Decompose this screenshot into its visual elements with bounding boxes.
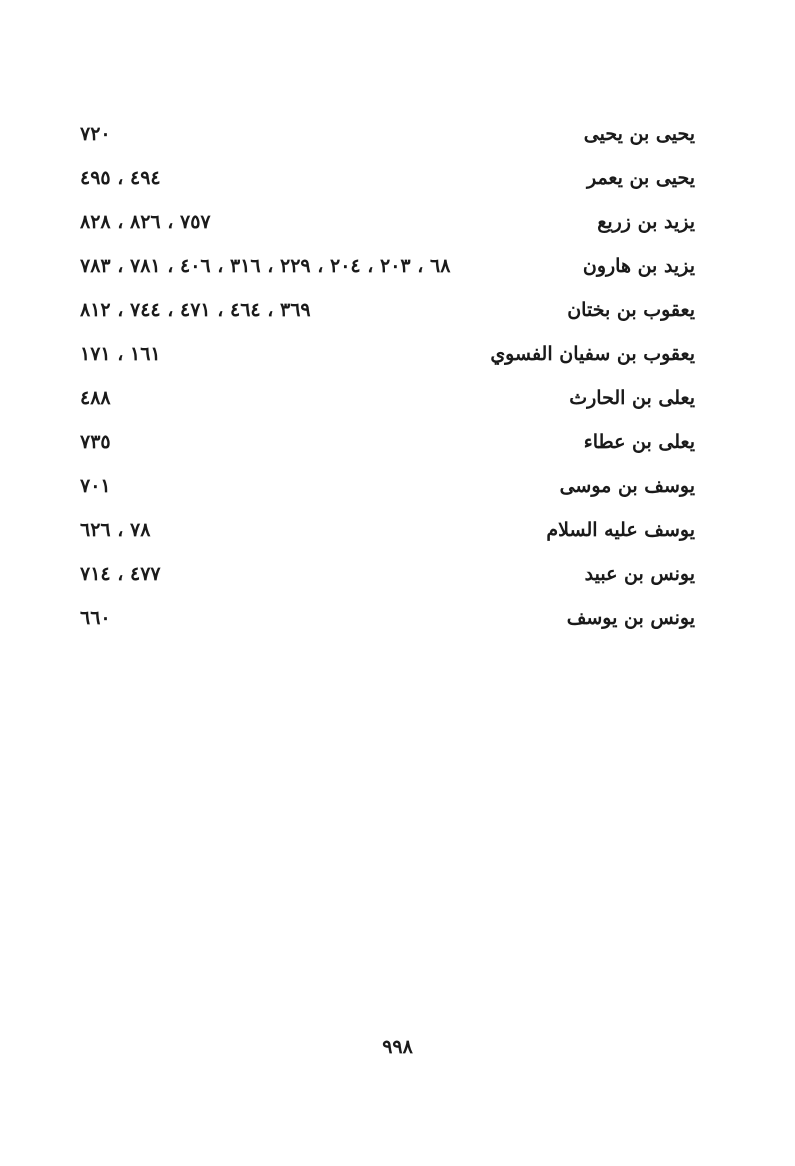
entry-page-refs: ٤٧٧ ، ٧١٤: [80, 563, 161, 585]
index-entry: [80, 376, 695, 420]
index-entry: [80, 332, 695, 376]
entry-page-refs: ٧٠١: [80, 475, 111, 497]
entry-page-refs: ٧٥٧ ، ٨٢٦ ، ٨٢٨: [80, 211, 211, 233]
entry-name: يحيى بن يعمر: [586, 167, 695, 189]
page-number: ٩٩٨: [382, 1036, 413, 1058]
name-index-list: [80, 112, 695, 640]
entry-name: يعقوب بن بختان: [567, 299, 695, 321]
index-entry: [80, 244, 695, 288]
entry-page-refs: ١٦١ ، ١٧١: [80, 343, 161, 365]
entry-name: يعقوب بن سفيان الفسوي: [490, 343, 695, 365]
entry-name: يحيى بن يحيى: [583, 123, 695, 145]
entry-name: يزيد بن هارون: [582, 255, 695, 277]
entry-page-refs: ٦٦٠: [80, 607, 111, 629]
entry-page-refs: ٧٨ ، ٦٢٦: [80, 519, 151, 541]
entry-name: يونس بن عبيد: [584, 563, 695, 585]
entry-name: يزيد بن زريع: [597, 211, 695, 233]
entry-page-refs: ٦٨ ، ٢٠٣ ، ٢٠٤ ، ٢٢٩ ، ٣١٦ ، ٤٠٦ ، ٧٨١ ، ٧٨٣: [80, 255, 451, 277]
entry-page-refs: ٣٦٩ ، ٤٦٤ ، ٤٧١ ، ٧٤٤ ، ٨١٢: [80, 299, 311, 321]
entry-name: يعلى بن الحارث: [569, 387, 695, 409]
index-entry: [80, 552, 695, 596]
index-entry: [80, 156, 695, 200]
entry-name: يوسف بن موسى: [559, 475, 695, 497]
entry-page-refs: ٧٣٥: [80, 431, 111, 453]
index-entry: [80, 464, 695, 508]
index-entry: [80, 596, 695, 640]
entry-name: يعلى بن عطاء: [583, 431, 695, 453]
entry-page-refs: ٤٩٤ ، ٤٩٥: [80, 167, 161, 189]
index-entry: [80, 288, 695, 332]
index-entry: [80, 200, 695, 244]
index-entry: [80, 420, 695, 464]
index-entry: [80, 508, 695, 552]
index-entry: [80, 112, 695, 156]
entry-page-refs: ٤٨٨: [80, 387, 111, 409]
entry-name: يونس بن يوسف: [566, 607, 695, 629]
entry-name: يوسف عليه السلام: [546, 519, 695, 541]
entry-page-refs: ٧٢٠: [80, 123, 111, 145]
